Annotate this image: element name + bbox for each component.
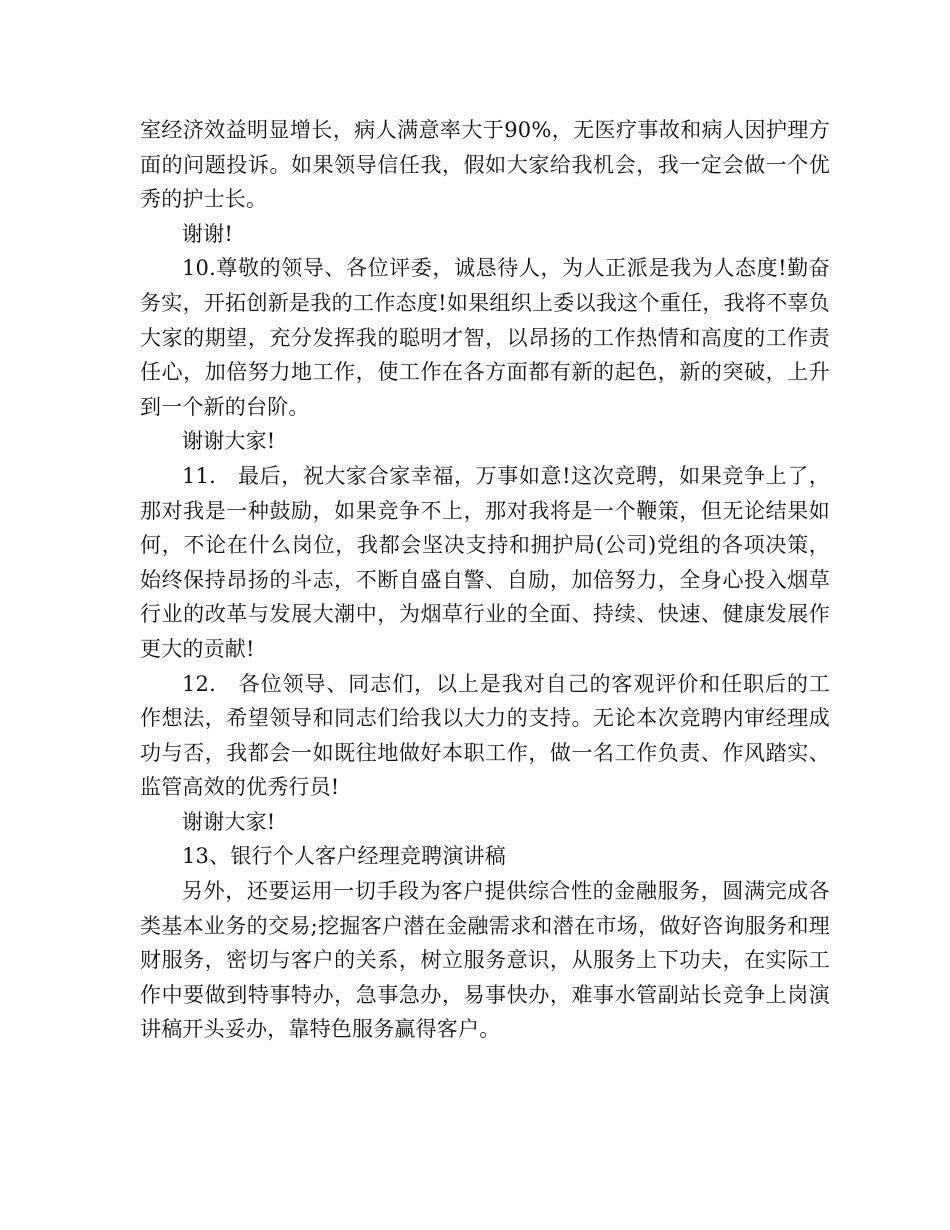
paragraph-7: 谢谢大家! <box>182 809 276 834</box>
paragraph-1: 室经济效益明显增长，病人满意率大于90%，无医疗事故和病人因护理方面的问题投诉。如果领导信任我，假如大家给我机会，我一定会做一个优秀的护士长。 <box>140 118 830 212</box>
paragraph-6: 12. 各位领导、同志们，以上是我对自己的客观评价和任职后的工作想法，希望领导和同志们给我以大力的支持。无论本次竞聘内审经理成功与否，我都会一如既往地做好本职工作，做一名工作负责、作风踏实、监管高效的优秀行员! <box>140 671 830 800</box>
paragraph-2: 谢谢! <box>182 221 234 246</box>
section-heading: 13、银行个人客户经理竞聘演讲稿 <box>182 844 506 869</box>
paragraph-9: 另外，还要运用一切手段为客户提供综合性的金融服务，圆满完成各类基本业务的交易;挖掘客户潜在金融需求和潜在市场，做好咨询服务和理财服务，密切与客户的关系，树立服务意识，从服务上下功夫，在实际工作中要做到特事特办，急事急办，易事快办，难事水管副站长竞争上岗演讲稿开头妥办，靠特色服务赢得客户。 <box>140 879 830 1042</box>
paragraph-3: 10.尊敬的领导、各位评委，诚恳待人，为人正派是我为人态度!勤奋务实，开拓创新是我的工作态度!如果组织上委以我这个重任，我将不辜负大家的期望，充分发挥我的聪明才智，以昂扬的工作热情和高度的工作责任心，加倍努力地工作，使工作在各方面都有新的起色，新的突破，上升到一个新的台阶。 <box>140 256 830 419</box>
paragraph-5: 11. 最后，祝大家合家幸福，万事如意!这次竞聘，如果竞争上了，那对我是一种鼓励，如果竞争不上，那对我将是一个鞭策，但无论结果如何，不论在什么岗位，我都会坚决支持和拥护局(公司)党组的各项决策，始终保持昂扬的斗志，不断自盛自警、自励，加倍努力，全身心投入烟草行业的改革与发展大潮中，为烟草行业的全面、持续、快速、健康发展作更大的贡献! <box>140 463 830 661</box>
paragraph-4: 谢谢大家! <box>182 429 276 454</box>
document-body <box>140 113 830 1047</box>
